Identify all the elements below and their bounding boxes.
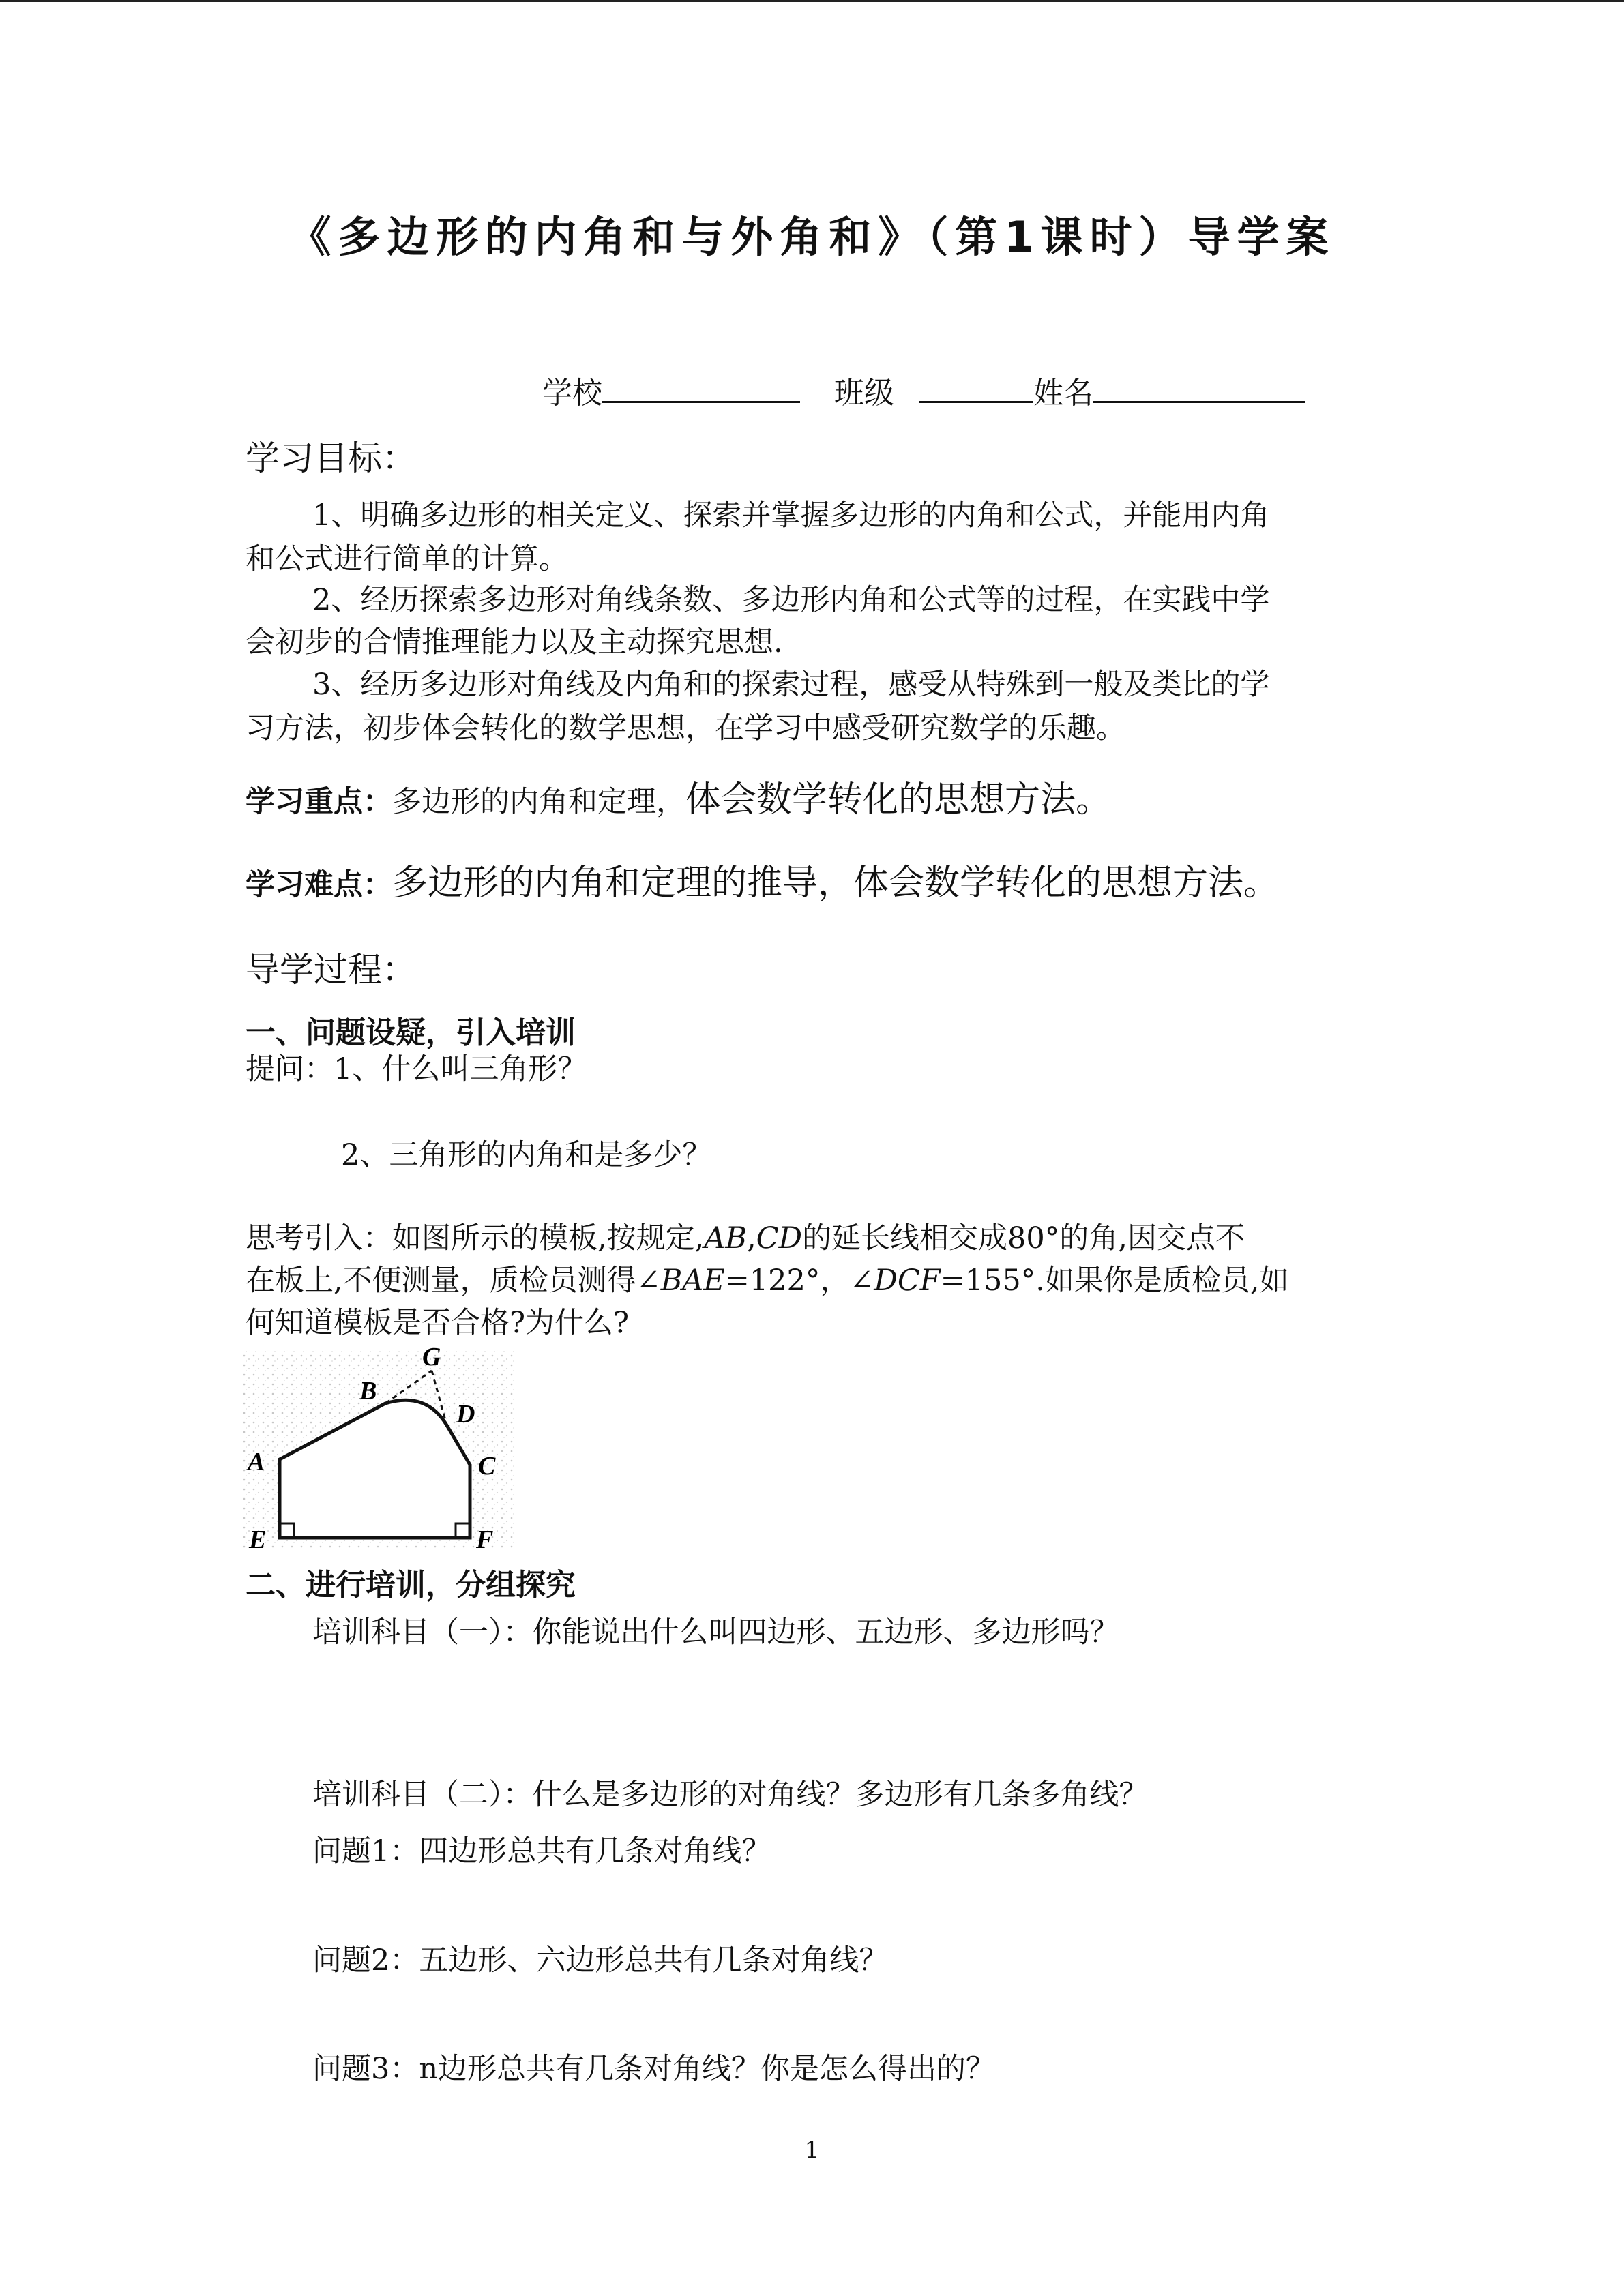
difficulty-text: 多边形的内角和定理的推导，体会数学转化的思想方法。 [392, 863, 1280, 904]
think-line-1-a: 思考引入：如图所示的模板,按规定, [246, 1221, 705, 1255]
think-line-3: 何知道模板是否合格?为什么? [246, 1306, 630, 1340]
section-1-heading: 一、问题设疑，引入培训 [246, 1015, 576, 1050]
objectives-heading: 学习目标： [246, 438, 416, 478]
segment-ab: AB [704, 1221, 747, 1255]
label-g: G [422, 1343, 441, 1371]
process-heading: 导学过程： [246, 950, 416, 989]
objective-3-line-1: 3、经历多边形对角线及内角和的探索过程，感受从特殊到一般及类比的学 [312, 668, 1270, 702]
school-label: 学校 [542, 376, 602, 411]
angle-dcf: DCF [874, 1264, 941, 1298]
think-line-1 [246, 1217, 1245, 1260]
problem-3: 问题3：n边形总共有几条对角线？你是怎么得出的？ [312, 2052, 996, 2086]
think-line-2-b: =122°，∠ [724, 1264, 874, 1298]
training-subject-1: 培训科目（一）：你能说出什么叫四边形、五边形、多边形吗？ [312, 1615, 1119, 1650]
label-e: E [249, 1525, 267, 1554]
key-point-label: 学习重点： [246, 785, 392, 819]
school-blank[interactable] [602, 371, 800, 403]
objective-1-line-2: 和公式进行简单的计算。 [246, 542, 568, 576]
label-d: D [456, 1400, 475, 1429]
difficulty-label: 学习难点： [246, 868, 392, 902]
student-info-fields [542, 368, 1305, 412]
think-line-2 [246, 1259, 1289, 1302]
key-point-text-a: 多边形的内角和定理， [392, 785, 685, 819]
angle-bae: BAE [660, 1264, 725, 1298]
key-point-text-b: 体会数学转化的思想方法。 [685, 779, 1112, 820]
name-label: 姓名 [1033, 376, 1093, 411]
difficulty-point [246, 854, 1279, 905]
question-2: 2、三角形的内角和是多少？ [341, 1138, 712, 1172]
label-b: B [359, 1377, 377, 1405]
objective-1-line-1: 1、明确多边形的相关定义、探索并掌握多边形的内角和公式，并能用内角 [312, 498, 1270, 533]
page-title: 《多边形的内角和与外角和》（第1课时）导学案 [289, 212, 1335, 262]
think-line-1-comma: , [747, 1221, 756, 1255]
label-c: C [478, 1452, 496, 1480]
page-number: 1 [804, 2136, 820, 2164]
objective-2-line-1: 2、经历探索多边形对角线条数、多边形内角和公式等的过程，在实践中学 [312, 583, 1270, 617]
objective-2-line-2: 会初步的合情推理能力以及主动探究思想. [246, 625, 783, 659]
class-blank[interactable] [919, 371, 1033, 403]
segment-cd: CD [756, 1221, 803, 1255]
problem-1: 问题1：四边形总共有几条对角线？ [312, 1834, 771, 1868]
name-blank[interactable] [1093, 371, 1305, 403]
think-line-1-b: 的延长线相交成80°的角,因交点不 [802, 1221, 1245, 1255]
question-1: 提问：1、什么叫三角形？ [246, 1052, 587, 1086]
top-border [0, 0, 1624, 2]
label-f: F [476, 1525, 494, 1554]
objective-3-line-2: 习方法，初步体会转化的数学思想，在学习中感受研究数学的乐趣。 [246, 711, 1125, 745]
section-2-heading: 二、进行培训，分组探究 [246, 1568, 576, 1602]
class-label: 班级 [834, 376, 894, 411]
training-subject-2: 培训科目（二）：什么是多边形的对角线？多边形有几条多角线？ [312, 1778, 1149, 1812]
template-figure [242, 1343, 515, 1555]
problem-2: 问题2：五边形、六边形总共有几条对角线？ [312, 1943, 889, 1978]
think-line-2-c: =155°.如果你是质检员,如 [940, 1264, 1289, 1298]
key-point [246, 771, 1111, 822]
think-line-2-a: 在板上,不便测量，质检员测得∠ [246, 1264, 661, 1298]
label-a: A [248, 1448, 265, 1476]
